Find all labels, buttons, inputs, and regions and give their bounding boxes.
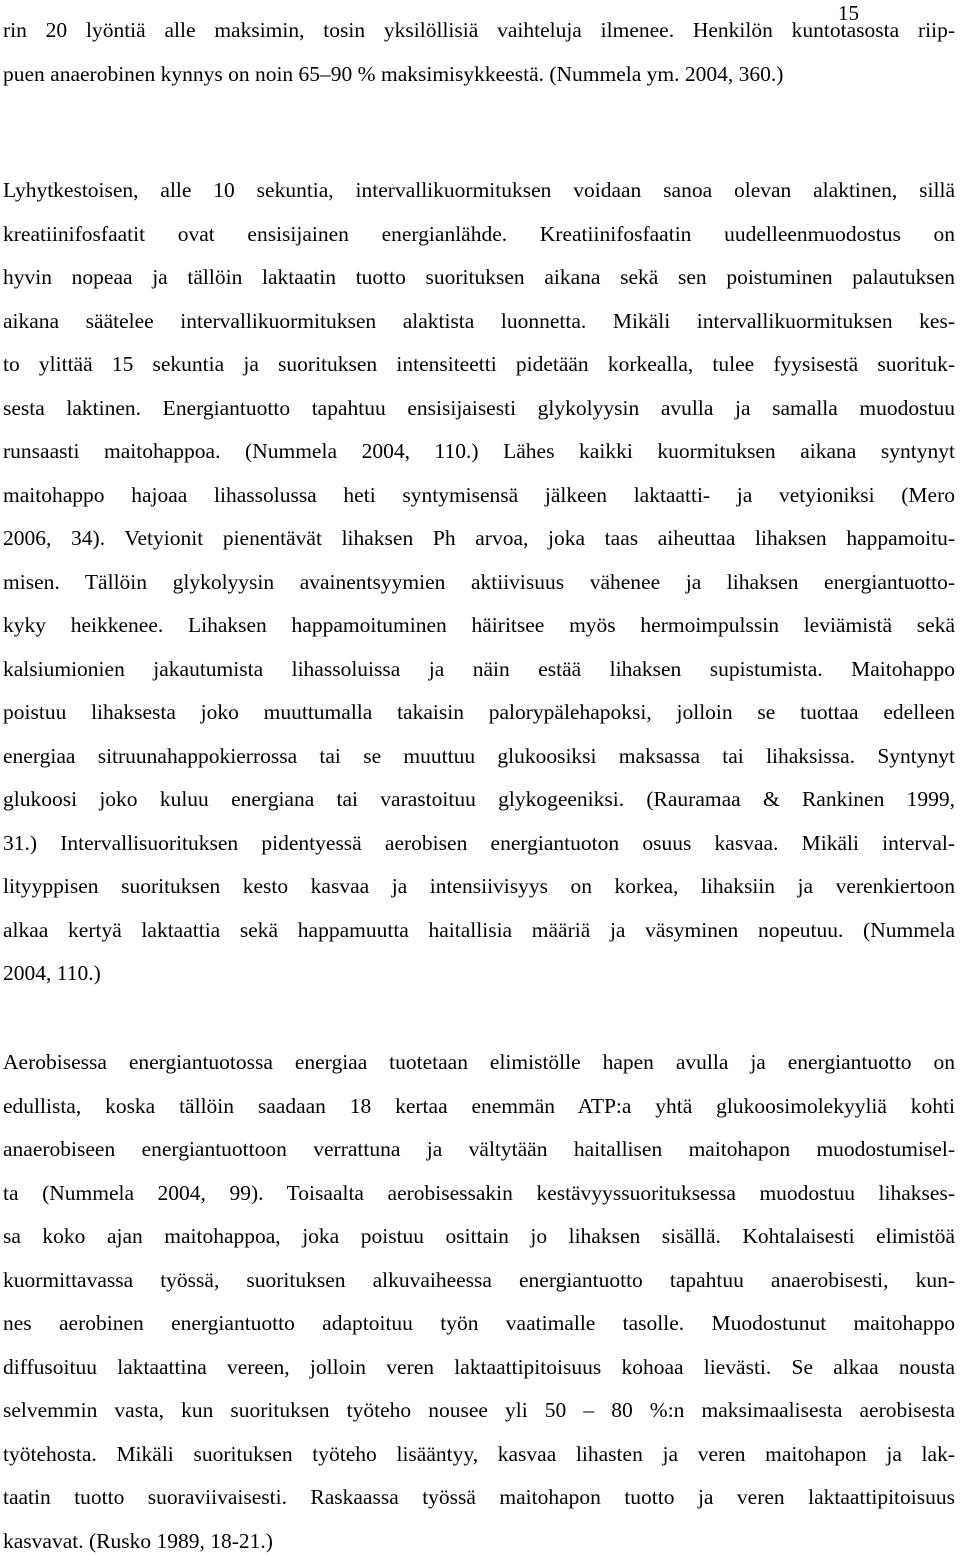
text-line: runsaasti maitohappoa. (Nummela 2004, 110.) Lähes kaikki kuormituksen aikana syntynyt [3,439,955,463]
text-line: Aerobisessa energiantuotossa energiaa tuotetaan elimistölle hapen avulla ja energiantuotto on [3,1050,955,1074]
text-line: maitohappo hajoaa lihassolussa heti syntymisensä jälkeen laktaatti- ja vetyioniksi (Mero [3,483,955,507]
page-number: 15 [838,1,859,25]
text-line: anaerobiseen energiantuottoon verrattuna ja vältytään haitallisen maitohapon muodostumisel- [3,1137,955,1161]
text-line: selvemmin vasta, kun suorituksen työteho nousee yli 50 – 80 %:n maksimaalisesta aerobisesta [3,1398,955,1422]
text-line: ta (Nummela 2004, 99). Toisaalta aerobisessakin kestävyyssuorituksessa muodostuu lihakses- [3,1181,955,1205]
text-line: kreatiinifosfaatit ovat ensisijainen energianlähde. Kreatiinifosfaatin uudelleenmuodostus on [3,222,955,246]
text-line: kalsiumionien jakautumista lihassoluissa ja näin estää lihaksen supistumista. Maitohappo [3,657,955,681]
text-line: puen anaerobinen kynnys on noin 65–90 % maksimisykkeestä. (Nummela ym. 2004, 360.) [3,62,784,86]
text-line: edullista, koska tällöin saadaan 18 kertaa enemmän ATP:a yhtä glukoosimolekyyliä kohti [3,1094,955,1118]
text-line: nes aerobinen energiantuotto adaptoituu työn vaatimalle tasolle. Muodostunut maitohappo [3,1311,955,1335]
text-line: sa koko ajan maitohappoa, joka poistuu osittain jo lihaksen sisällä. Kohtalaisesti elimistöä [3,1224,955,1248]
text-line: kuormittavassa työssä, suorituksen alkuvaiheessa energiantuotto tapahtuu anaerobisesti, kun- [3,1268,955,1292]
text-line: glukoosi joko kuluu energiana tai varastoituu glykogeeniksi. (Rauramaa & Rankinen 1999, [3,787,955,811]
text-line: energiaa sitruunahappokierrossa tai se muuttuu glukoosiksi maksassa tai lihaksissa. Syntynyt [3,744,955,768]
text-line: sesta laktinen. Energiantuotto tapahtuu ensisijaisesti glykolyysin avulla ja samalla muodostuu [3,396,955,420]
text-line: rin 20 lyöntiä alle maksimin, tosin yksilöllisiä vaihteluja ilmenee. Henkilön kuntotasosta riip- [3,18,955,42]
text-line: kasvavat. (Rusko 1989, 18-21.) [3,1529,273,1553]
text-line: Lyhytkestoisen, alle 10 sekuntia, intervallikuormituksen voidaan sanoa olevan alaktinen, sillä [3,178,955,202]
text-line: diffusoituu laktaattina vereen, jolloin veren laktaattipitoisuus kohoaa lievästi. Se alkaa nousta [3,1355,955,1379]
text-line: poistuu lihaksesta joko muuttumalla takaisin palorypälehapoksi, jolloin se tuottaa edelleen [3,700,955,724]
text-line: taatin tuotto suoraviivaisesti. Raskaassa työssä maitohapon tuotto ja veren laktaattipitoisuus [3,1485,955,1509]
text-line: hyvin nopeaa ja tällöin laktaatin tuotto suorituksen aikana sekä sen poistuminen palautuksen [3,265,955,289]
text-line: 2004, 110.) [3,961,101,985]
text-line: aikana säätelee intervallikuormituksen alaktista luonnetta. Mikäli intervallikuormituksen kes- [3,309,955,333]
text-line: to ylittää 15 sekuntia ja suorituksen intensiteetti pidetään korkealla, tulee fyysisestä suorituk- [3,352,955,376]
text-line: misen. Tällöin glykolyysin avainentsyymien aktiivisuus vähenee ja lihaksen energiantuotto- [3,570,955,594]
text-line: lityyppisen suorituksen kesto kasvaa ja intensiivisyys on korkea, lihaksiin ja verenkiertoon [3,874,955,898]
text-line: 2006, 34). Vetyionit pienentävät lihaksen Ph arvoa, joka taas aiheuttaa lihaksen happamoitu- [3,526,955,550]
text-line: kyky heikkenee. Lihaksen happamoituminen häiritsee myös hermoimpulssin leviämistä sekä [3,613,955,637]
text-line: työtehosta. Mikäli suorituksen työteho lisääntyy, kasvaa lihasten ja veren maitohapon ja lak- [3,1442,955,1466]
text-line: 31.) Intervallisuorituksen pidentyessä aerobisen energiantuoton osuus kasvaa. Mikäli interval- [3,831,955,855]
text-line: alkaa kertyä laktaattia sekä happamuutta haitallisia määriä ja väsyminen nopeutuu. (Nummela [3,918,955,942]
